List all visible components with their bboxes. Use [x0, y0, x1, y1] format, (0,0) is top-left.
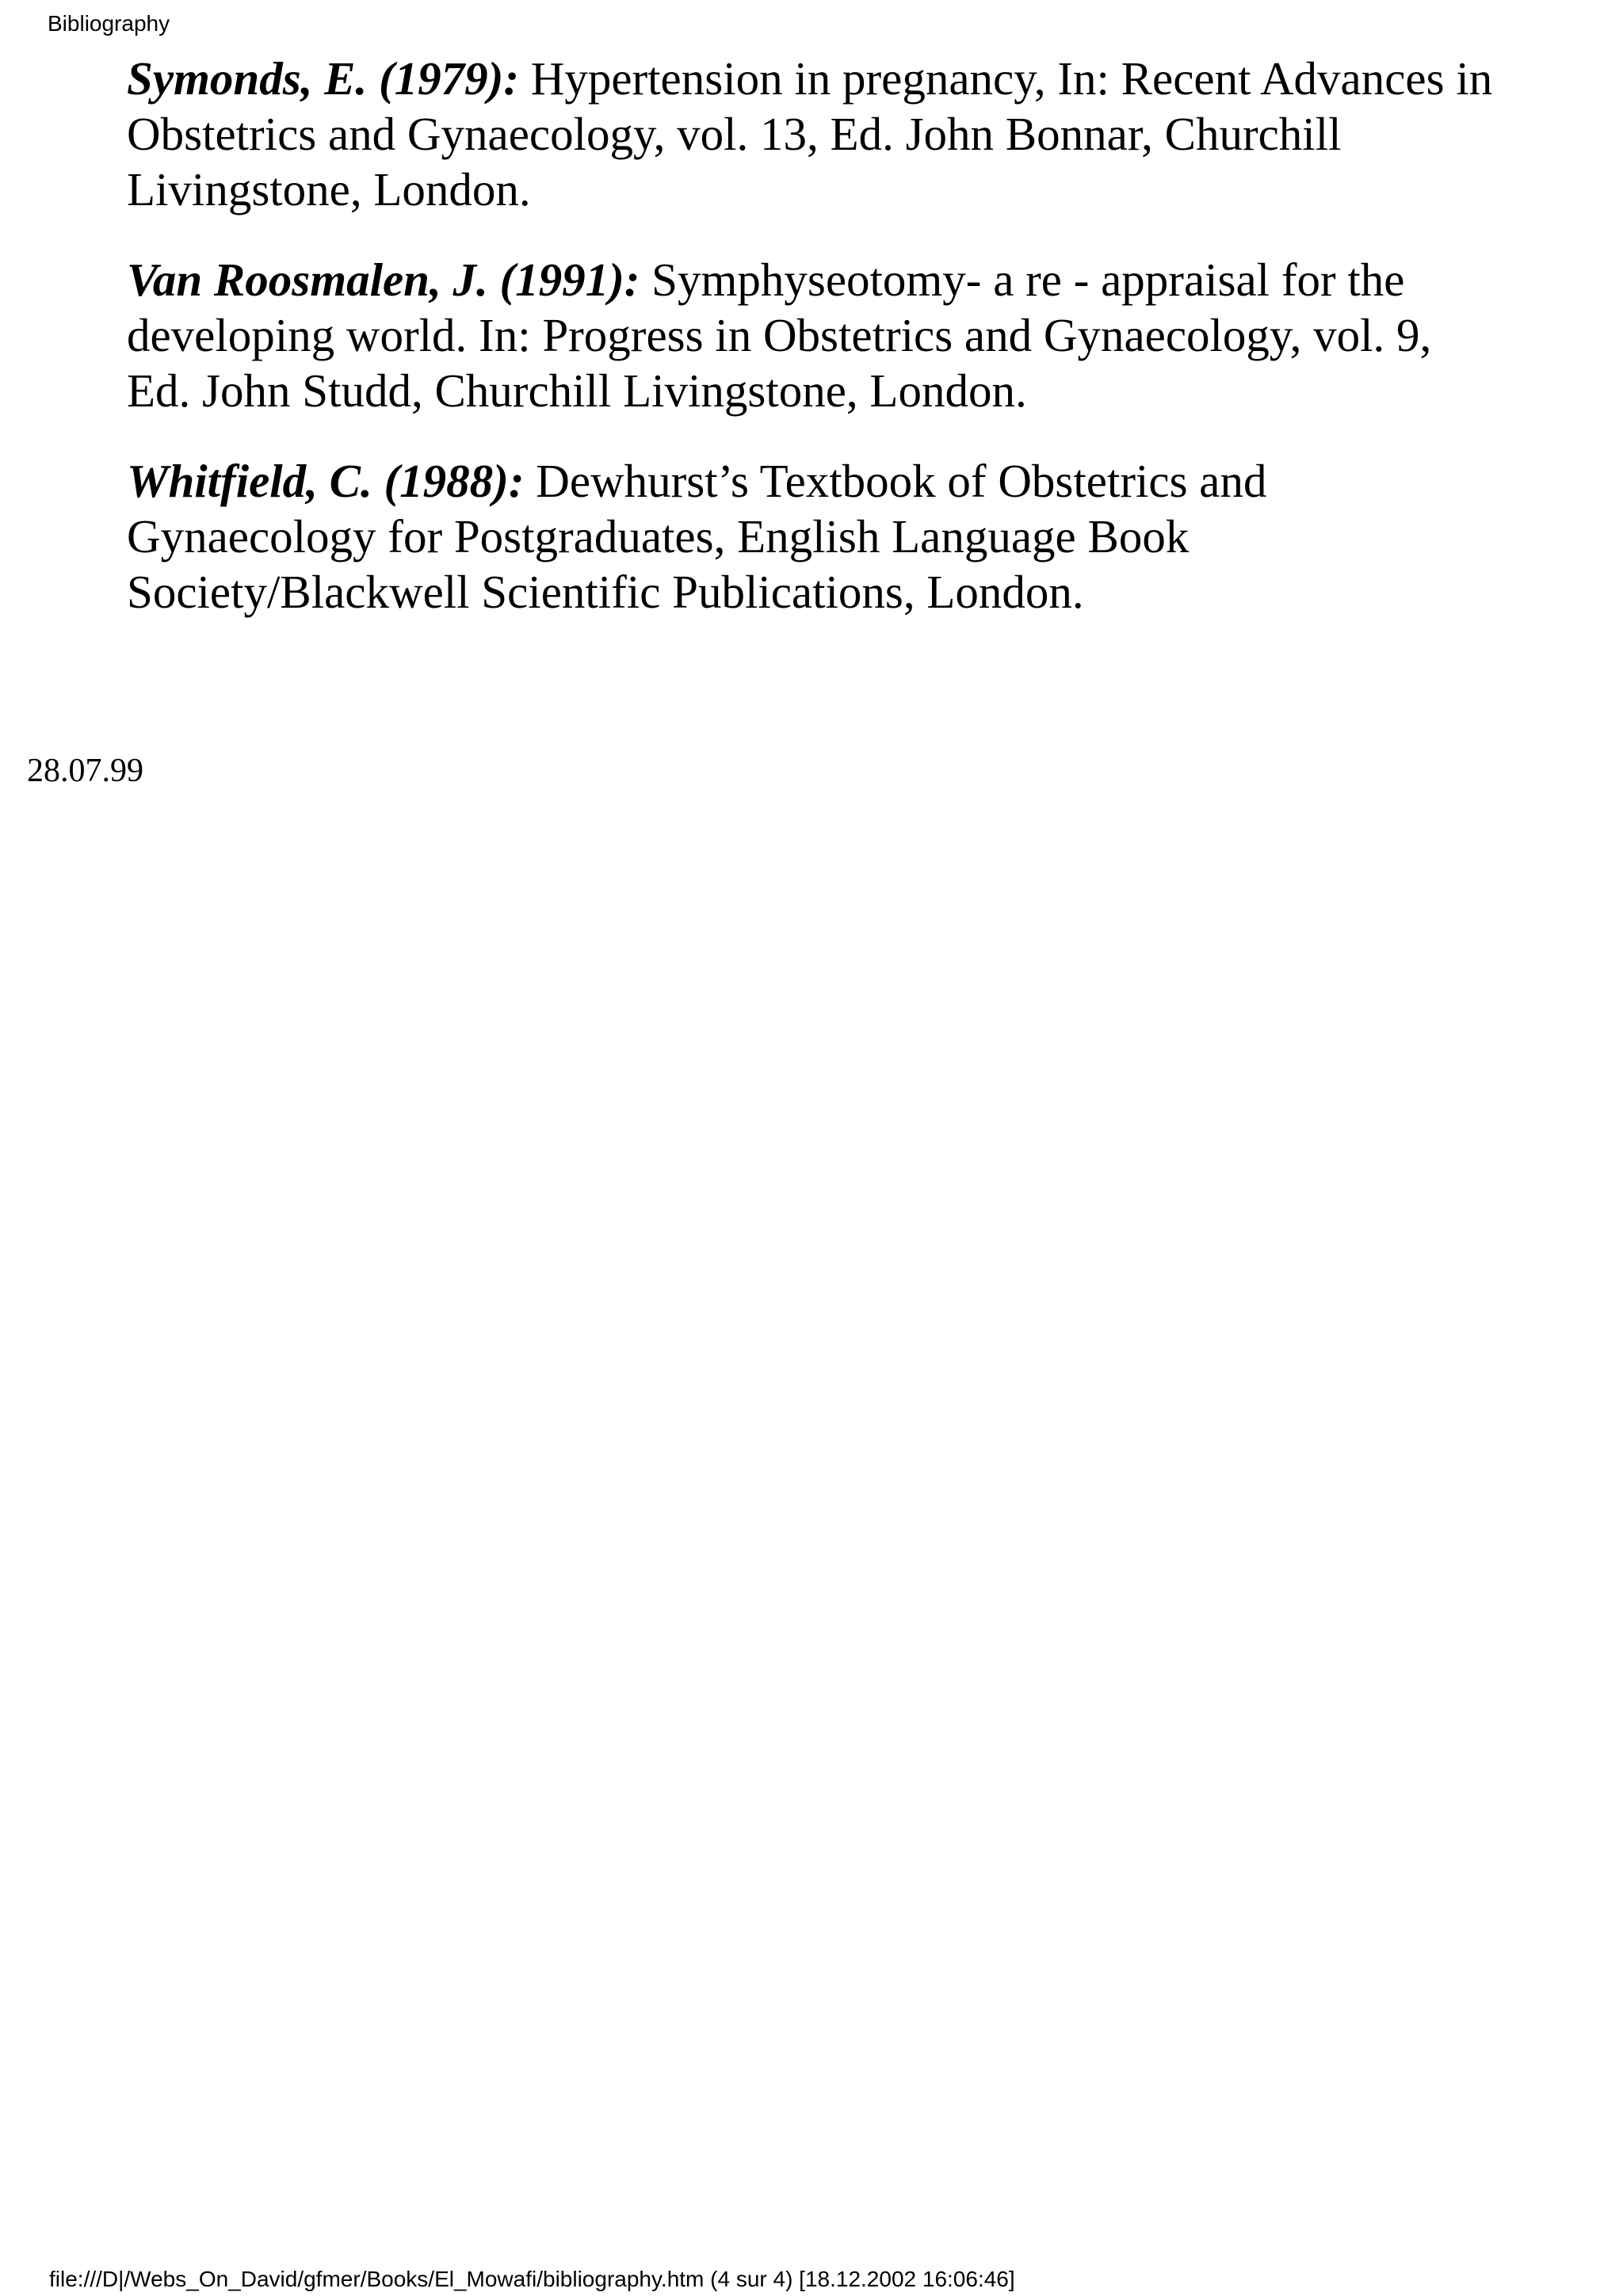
entry-text: Symphyseotomy- a re - appraisal for the developing world. In: Progress in Obstetrics and Gynaecology, vol. 9, Ed. John Studd, Churchill Livingstone, London. [127, 254, 1432, 417]
bibliography-entry [127, 51, 1506, 217]
bibliography-list [127, 51, 1506, 654]
entry-author: Whitfield, C. (1988): [127, 455, 525, 507]
entry-author: Symonds, E. (1979): [127, 52, 519, 105]
bibliography-entry [127, 453, 1506, 620]
page-header-title: Bibliography [48, 11, 170, 36]
entry-text: Dewhurst’s Textbook of Obstetrics and Gynaecology for Postgraduates, English Language Book Society/Blackwell Scientific Publications, London. [127, 455, 1267, 618]
entry-text: Hypertension in pregnancy, In: Recent Advances in Obstetrics and Gynaecology, vol. 13, Ed. John Bonnar, Churchill Livingstone, London. [127, 52, 1493, 215]
page-footer-path: file:///D|/Webs_On_David/gfmer/Books/El_Mowafi/bibliography.htm (4 sur 4) [18.12.2002 16:06:46] [49, 2267, 1015, 2291]
page-date: 28.07.99 [27, 753, 143, 789]
bibliography-entry [127, 252, 1506, 418]
entry-author: Van Roosmalen, J. (1991): [127, 254, 640, 306]
